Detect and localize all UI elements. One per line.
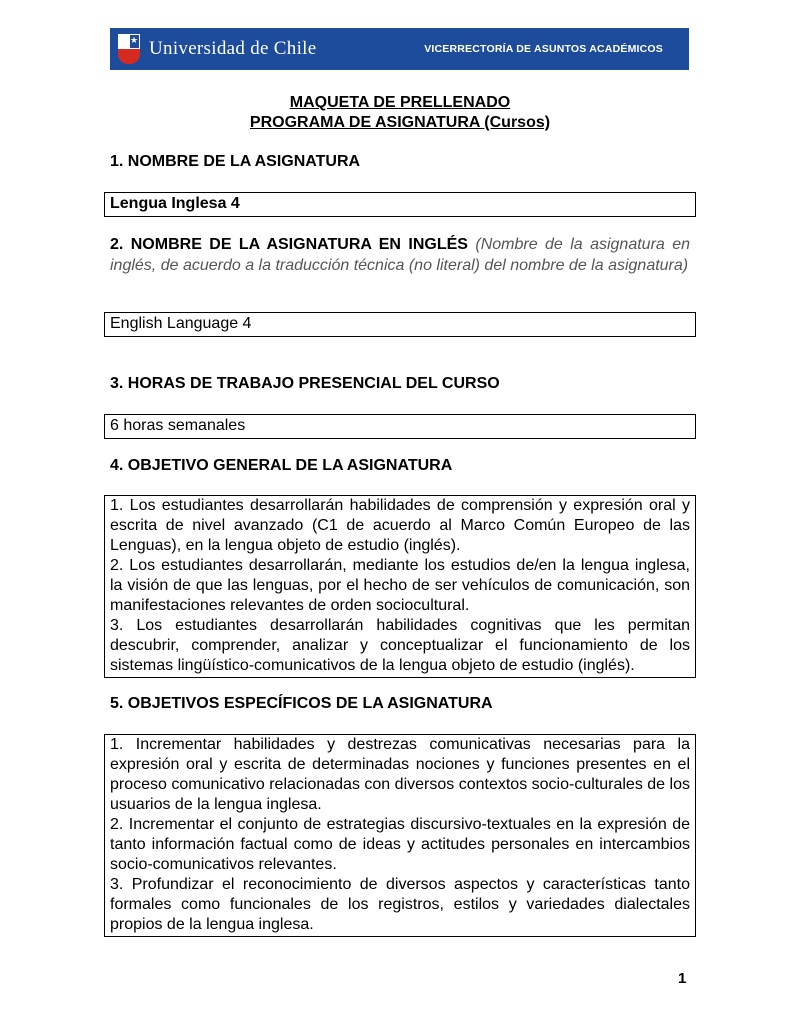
section-2-note: (Nombre de la asignatura en inglés, de acuerdo a la traducción técnica (no literal) del nombre de la asignatura) [110,236,691,274]
section-1-heading: 1. NOMBRE DE LA ASIGNATURA [110,153,361,170]
section-5-item: 3. Profundizar el reconocimiento de diversos aspectos y características tanto formales como funcionales de los registros, estilos y variedades dialectales propios de la lengua inglesa. [110,876,690,933]
section-5-heading: 5. OBJETIVOS ESPECÍFICOS DE LA ASIGNATURA [110,695,493,712]
section-4-heading: 4. OBJETIVO GENERAL DE LA ASIGNATURA [110,457,453,474]
document-title-line1: MAQUETA DE PRELLENADO [289,94,511,111]
section-4-box [104,495,696,678]
section-5-item: 1. Incrementar habilidades y destrezas comunicativas necesarias para la expresión oral y escrita de determinadas nociones y funciones presentes en el proceso comunicativo relacionadas con diversos contextos socio-culturales de los usuarios de la lengua inglesa. [110,736,690,813]
section-3-heading: 3. HORAS DE TRABAJO PRESENCIAL DEL CURSO [110,375,500,392]
office-name: VICERRECTORÍA DE ASUNTOS ACADÉMICOS [424,43,663,55]
university-crest-icon: ★ [118,34,140,64]
university-name: Universidad de Chile [149,38,317,59]
section-2-heading-block [110,234,690,276]
section-4-item: 1. Los estudiantes desarrollarán habilidades de comprensión y expresión oral y escrita de nivel avanzado (C1 de acuerdo al Marco Común Europeo de las Lenguas), en la lengua objeto de estudio (inglés). [110,497,690,554]
section-5-box [104,734,696,937]
section-4-item: 3. Los estudiantes desarrollarán habilidades cognitivas que les permitan descubrir, comprender, analizar y conceptualizar el funcionamiento de los sistemas lingüístico-comunicativos de la lengua objeto de estudio (inglés). [110,617,690,674]
section-5-item: 2. Incrementar el conjunto de estrategias discursivo-textuales en la expresión de tanto información factual como de ideas y actitudes personales en intercambios socio-comunicativos relevantes. [110,816,690,873]
section-2-heading: 2. NOMBRE DE LA ASIGNATURA EN INGLÉS [110,236,468,253]
section-4-item: 2. Los estudiantes desarrollarán, mediante los estudios de/en la lengua inglesa, la visión de que las lenguas, por el hecho de ser vehículos de comunicación, son manifestaciones relevantes de orden sociocultural. [110,557,690,614]
header-banner [110,28,689,70]
document-title-line2: PROGRAMA DE ASIGNATURA (Cursos) [249,114,551,131]
section-2-value: English Language 4 [104,312,696,337]
section-1-value: Lengua Inglesa 4 [104,192,696,217]
section-3-value: 6 horas semanales [104,414,696,439]
page-number: 1 [678,970,687,987]
